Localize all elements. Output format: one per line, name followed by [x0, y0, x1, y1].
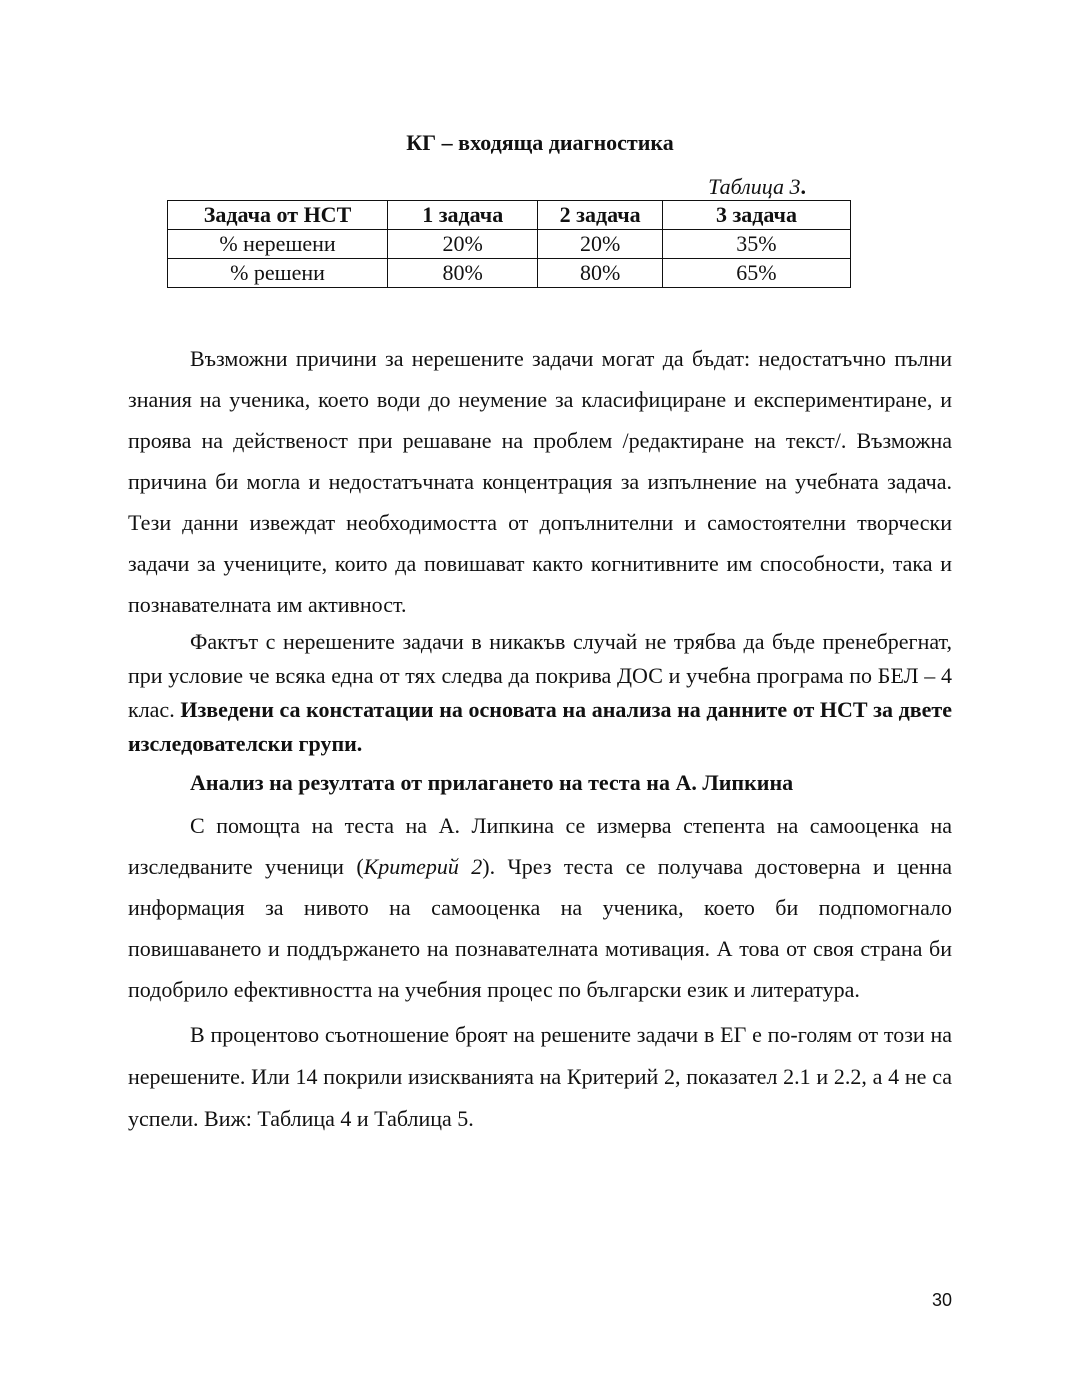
table-row: [168, 230, 851, 259]
table-header-cell: 3 задача: [662, 201, 850, 230]
paragraph-percent: В процентово съотношение броят на решените задачи в ЕГ е по-голям от този на нерешените. Или 14 покрили изискванията на Критерий 2, показател 2.1 и 2.2, а 4 не са успели. Виж: Таблица 4 и Таблица 5.: [128, 1022, 952, 1131]
table-cell: 20%: [388, 230, 538, 259]
paragraph-lipkina-italic: Критерий 2: [363, 854, 483, 879]
paragraph-fact-bold: Изведени са констатации на основата на анализа на данните от НСТ за двете изследователски групи.: [128, 697, 952, 756]
paragraph-lipkina-start: С помощта на теста на А. Липкина се измерва степента на самооценка на изследваните ученици (: [128, 813, 952, 879]
page-title: КГ – входяща диагностика: [406, 130, 674, 155]
table-caption-label: Таблица 3: [708, 174, 801, 199]
table-cell: 35%: [662, 230, 850, 259]
results-table: [167, 200, 851, 288]
table-row: [168, 259, 851, 288]
paragraph-fact: [128, 625, 952, 761]
page-number: 30: [931, 1290, 952, 1310]
paragraph-fact-text: Фактът с нерешените задачи в никакъв случай не трябва да бъде пренебрегнат, при условие че всяка една от тях следва да покрива ДОС и учебна програма по БЕЛ – 4 клас.: [128, 629, 952, 722]
table-cell: 80%: [538, 259, 663, 288]
body-text: [128, 338, 952, 1140]
table-cell: 20%: [538, 230, 663, 259]
section-heading: Анализ на резултата от прилагането на теста на А. Липкина: [190, 770, 794, 795]
table-caption: [600, 172, 806, 202]
table-header-cell: 1 задача: [388, 201, 538, 230]
table-cell: 65%: [662, 259, 850, 288]
table-header-row: [168, 201, 851, 230]
table-cell: % решени: [168, 259, 388, 288]
paragraph-lipkina: [128, 805, 952, 1010]
paragraph-lipkina-end: ). Чрез теста се получава достоверна и ценна информация за нивото на самооценка на ученика, което би подпомогнало повишаването и поддържането на познавателната мотивация. А това от своя страна би подобрило ефективността на учебния процес по български език и литература.: [128, 854, 953, 1002]
table-caption-suffix: .: [800, 174, 806, 199]
paragraph-causes: Възможни причини за нерешените задачи могат да бъдат: недостатъчно пълни знания на ученика, което води до неумение за класифициране и експериментиране, и проява на действеност при решаване на проблем /редактиране на текст/. Възможна причина би могла и недостатъчната концентрация за изпълнение на учебната задача. Тези данни извеждат необходимостта от допълнителни и самостоятелни творчески задачи за учениците, които да повишават както когнитивните им способности, така и познавателната им активност.: [128, 346, 952, 617]
table-cell: 80%: [388, 259, 538, 288]
table-header-cell: Задача от НСТ: [168, 201, 388, 230]
table-header-cell: 2 задача: [538, 201, 663, 230]
table-cell: % нерешени: [168, 230, 388, 259]
